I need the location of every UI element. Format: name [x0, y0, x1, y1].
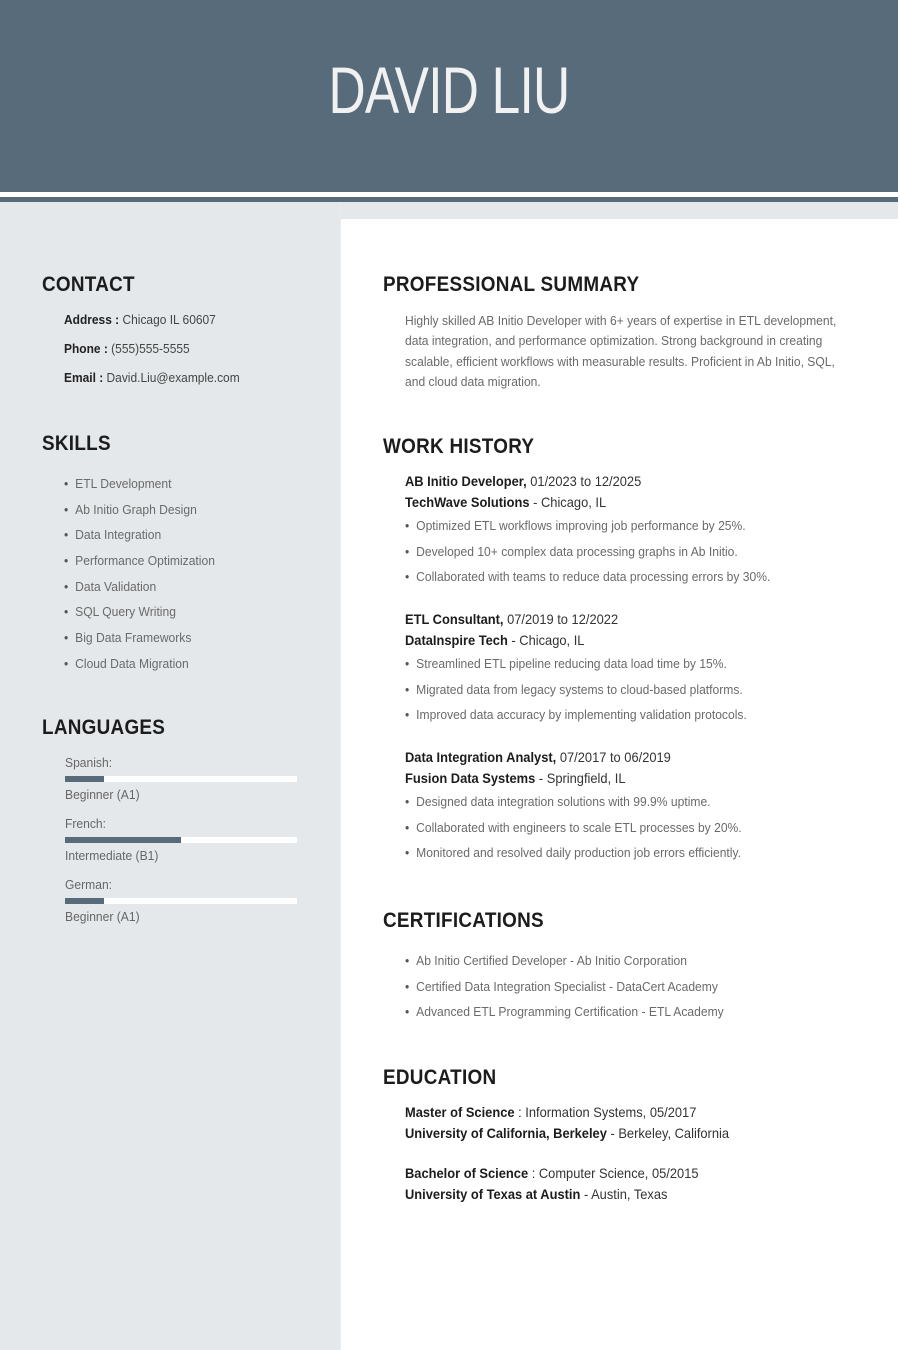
bullet-text: Collaborated with engineers to scale ETL processes by 20%. [416, 819, 742, 835]
education-field: : Computer Science, 05/2015 [528, 1165, 699, 1181]
bullet-icon: • [64, 501, 69, 517]
contact-label: Phone : [64, 341, 108, 356]
bullet-icon: • [405, 569, 410, 585]
contact-label: Address : [64, 312, 120, 327]
skill-label: Data Validation [75, 578, 157, 594]
skill-item [64, 526, 215, 552]
language-proficiency-bar [65, 776, 297, 782]
skill-label: Performance Optimization [75, 553, 215, 569]
bullet-text: Improved data accuracy by implementing validation protocols. [416, 707, 747, 723]
skill-item [64, 655, 215, 681]
summary-heading: PROFESSIONAL SUMMARY [383, 273, 640, 296]
skill-item [64, 578, 215, 604]
education-degree-line [405, 1163, 837, 1184]
education-heading: EDUCATION [383, 1066, 497, 1089]
bullet-icon: • [405, 845, 410, 861]
language-level: Beginner (A1) [65, 787, 140, 802]
job-bullet [405, 517, 842, 543]
job-location: - Chicago, IL [529, 493, 607, 510]
contact-value: Chicago IL 60607 [119, 312, 216, 327]
language-item [65, 755, 297, 803]
certification-item [405, 978, 724, 1004]
bullet-icon: • [405, 953, 410, 968]
skill-label: ETL Development [75, 476, 172, 491]
top-band [341, 202, 898, 219]
summary-text: Highly skilled AB Initio Developer with 6+ years of expertise in ETL development, data integration, and performance optimization. Strong background in creating scalable, efficient workflows with measurable results. Proficient in Ab Initio, SQL, and cloud data migration. [405, 313, 837, 390]
certification-text: Certified Data Integration Specialist - DataCert Academy [416, 978, 718, 994]
education-school: University of Texas at Austin [405, 1185, 581, 1202]
skill-label: Data Integration [75, 527, 162, 543]
bullet-icon: • [64, 578, 69, 594]
contact-value: David.Liu@example.com [103, 370, 240, 385]
bullet-icon: • [405, 1004, 410, 1020]
candidate-name: DAVID LIU [328, 53, 570, 127]
language-item [65, 877, 297, 925]
education-location: - Berkeley, California [606, 1124, 730, 1141]
certification-text: Ab Initio Certified Developer - Ab Initio Corporation [416, 953, 687, 968]
job-title-line [405, 747, 837, 768]
contact-label: Email : [64, 370, 104, 385]
work-history-heading: WORK HISTORY [383, 435, 535, 458]
job-title-line [405, 471, 837, 492]
language-name: Spanish: [65, 755, 113, 770]
language-proficiency-fill [65, 776, 104, 782]
contact-value: (555)555-5555 [107, 341, 190, 356]
skill-item [64, 629, 215, 655]
job-bullets [405, 655, 875, 732]
bullet-icon: • [64, 630, 69, 646]
job-entry [405, 609, 875, 732]
certifications-list [405, 952, 748, 1029]
bullet-text: Monitored and resolved daily production job errors efficiently. [416, 845, 741, 861]
bullet-icon: • [64, 476, 69, 491]
bullet-icon: • [64, 527, 69, 543]
job-company: Fusion Data Systems [405, 769, 536, 786]
bullet-icon: • [405, 681, 410, 697]
bullet-icon: • [405, 656, 410, 671]
skill-item [64, 475, 215, 501]
contact-heading: CONTACT [42, 273, 135, 296]
bullet-text: Collaborated with teams to reduce data processing errors by 30%. [416, 569, 771, 585]
language-level: Intermediate (B1) [65, 848, 159, 863]
bullet-text: Developed 10+ complex data processing graphs in Ab Initio. [416, 543, 738, 559]
job-dates: 01/2023 to 12/2025 [526, 473, 642, 489]
job-bullet [405, 844, 842, 870]
contact-email [64, 370, 240, 385]
education-school-line [405, 1123, 837, 1144]
language-name: French: [65, 816, 106, 831]
language-item [65, 816, 297, 864]
certification-item [405, 1003, 724, 1029]
language-level: Beginner (A1) [65, 909, 140, 924]
job-bullet [405, 543, 842, 569]
job-company: DataInspire Tech [405, 631, 508, 648]
bullet-icon: • [405, 543, 410, 559]
education-location: - Austin, Texas [580, 1185, 668, 1202]
language-name: German: [65, 877, 113, 892]
contact-address [64, 312, 216, 327]
bullet-icon: • [64, 553, 69, 569]
job-dates: 07/2019 to 12/2022 [503, 611, 619, 627]
language-proficiency-bar [65, 898, 297, 904]
job-company-line [405, 630, 837, 651]
bullet-icon: • [405, 819, 410, 835]
job-entry [405, 747, 875, 870]
job-bullet [405, 655, 842, 681]
certification-item [405, 952, 724, 978]
skills-heading: SKILLS [42, 432, 111, 455]
job-dates: 07/2017 to 06/2019 [556, 749, 671, 765]
education-degree: Bachelor of Science [405, 1165, 529, 1181]
education-school: University of California, Berkeley [405, 1124, 607, 1141]
bullet-text: Streamlined ETL pipeline reducing data load time by 15%. [416, 656, 727, 671]
education-school-line [405, 1184, 837, 1205]
certification-text: Advanced ETL Programming Certification - ETL Academy [416, 1004, 724, 1020]
job-bullet [405, 793, 842, 819]
skill-label: Cloud Data Migration [75, 655, 189, 671]
job-company-line [405, 768, 837, 789]
job-role: ETL Consultant, [405, 611, 504, 627]
bullet-text: Migrated data from legacy systems to cloud-based platforms. [416, 681, 743, 697]
education-field: : Information Systems, 05/2017 [514, 1104, 697, 1120]
bullet-text: Designed data integration solutions with 99.9% uptime. [416, 794, 711, 809]
skill-item [64, 552, 215, 578]
job-role: Data Integration Analyst, [405, 749, 557, 765]
education-degree-line [405, 1102, 837, 1123]
job-company-line [405, 492, 837, 513]
skill-item [64, 603, 215, 629]
skills-list [64, 475, 226, 681]
languages-heading: LANGUAGES [42, 716, 166, 739]
bullet-icon: • [405, 707, 410, 723]
bullet-icon: • [405, 794, 410, 809]
bullet-icon: • [405, 518, 410, 533]
bullet-text: Optimized ETL workflows improving job performance by 25%. [416, 518, 746, 533]
job-entry [405, 471, 875, 594]
bullet-icon: • [64, 655, 69, 671]
job-location: - Springfield, IL [535, 769, 626, 786]
education-degree: Master of Science [405, 1104, 515, 1120]
contact-phone [64, 341, 190, 356]
education-entry [405, 1102, 875, 1143]
education-entry [405, 1163, 875, 1204]
job-role: AB Initio Developer, [405, 473, 527, 489]
language-proficiency-fill [65, 837, 181, 843]
job-bullets [405, 793, 875, 870]
language-proficiency-fill [65, 898, 104, 904]
skill-label: SQL Query Writing [75, 604, 176, 620]
job-bullet [405, 819, 842, 845]
job-bullets [405, 517, 875, 594]
skill-label: Big Data Frameworks [75, 630, 192, 646]
bullet-icon: • [405, 978, 410, 994]
job-location: - Chicago, IL [507, 631, 585, 648]
job-bullet [405, 568, 842, 594]
job-title-line [405, 609, 837, 630]
skill-label: Ab Initio Graph Design [75, 501, 197, 517]
job-bullet [405, 706, 842, 732]
job-bullet [405, 681, 842, 707]
skill-item [64, 501, 215, 527]
bullet-icon: • [64, 604, 69, 620]
job-company: TechWave Solutions [405, 493, 530, 510]
certifications-heading: CERTIFICATIONS [383, 909, 544, 932]
resume-header [0, 0, 898, 192]
language-proficiency-bar [65, 837, 297, 843]
